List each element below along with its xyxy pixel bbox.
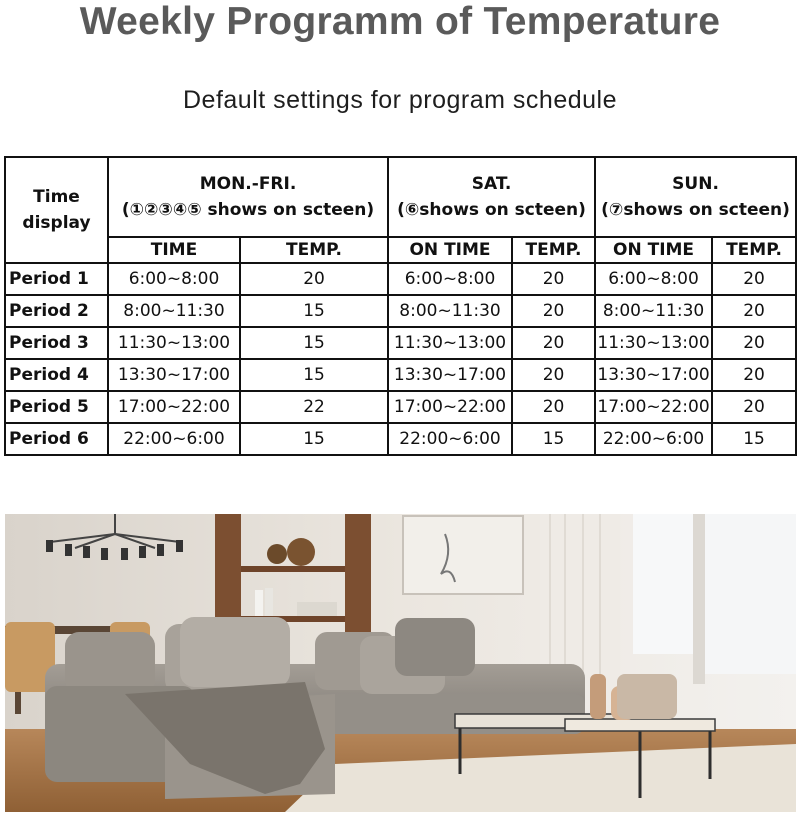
mon-fri-time-cell: 8:00~11:30 — [108, 295, 240, 327]
period-label: Period 3 — [5, 327, 108, 359]
time-display-label-line1: Time — [33, 187, 80, 207]
mon-fri-temp-cell: 15 — [240, 359, 388, 391]
period-label: Period 1 — [5, 263, 108, 295]
period-label: Period 5 — [5, 391, 108, 423]
sat-time-cell: 8:00~11:30 — [388, 295, 512, 327]
period-label: Period 4 — [5, 359, 108, 391]
sun-temp-cell: 20 — [712, 295, 796, 327]
sun-temp-cell: 15 — [712, 423, 796, 455]
column-header-time: ON TIME — [388, 237, 512, 263]
group-note: (⑦shows on scteen) — [601, 200, 790, 220]
living-room-photo — [5, 514, 796, 812]
mon-fri-temp-cell: 22 — [240, 391, 388, 423]
table-row — [5, 423, 796, 455]
sat-temp-cell: 15 — [512, 423, 595, 455]
table-row — [5, 295, 796, 327]
sat-time-cell: 17:00~22:00 — [388, 391, 512, 423]
sun-temp-cell: 20 — [712, 391, 796, 423]
mon-fri-temp-cell: 15 — [240, 327, 388, 359]
time-display-label-line2: display — [22, 213, 91, 233]
time-display-header — [5, 157, 108, 263]
sat-time-cell: 13:30~17:00 — [388, 359, 512, 391]
sun-temp-cell: 20 — [712, 359, 796, 391]
sun-time-cell: 13:30~17:00 — [595, 359, 712, 391]
column-header-time: TIME — [108, 237, 240, 263]
period-label: Period 2 — [5, 295, 108, 327]
sat-temp-cell: 20 — [512, 295, 595, 327]
mon-fri-time-cell: 13:30~17:00 — [108, 359, 240, 391]
group-note: (①②③④⑤ shows on scteen) — [121, 200, 375, 220]
column-header-temp: TEMP. — [712, 237, 796, 263]
table-row — [5, 263, 796, 295]
sun-time-cell: 22:00~6:00 — [595, 423, 712, 455]
sat-time-cell: 6:00~8:00 — [388, 263, 512, 295]
table-row — [5, 391, 796, 423]
sat-temp-cell: 20 — [512, 327, 595, 359]
sat-time-cell: 11:30~13:00 — [388, 327, 512, 359]
sat-temp-cell: 20 — [512, 391, 595, 423]
page-title: Weekly Programm of Temperature — [79, 0, 721, 43]
sun-time-cell: 11:30~13:00 — [595, 327, 712, 359]
sat-temp-cell: 20 — [512, 359, 595, 391]
mon-fri-time-cell: 17:00~22:00 — [108, 391, 240, 423]
sun-temp-cell: 20 — [712, 263, 796, 295]
sun-time-cell: 6:00~8:00 — [595, 263, 712, 295]
group-header-mon-fri — [108, 157, 388, 237]
table-row — [5, 327, 796, 359]
schedule-table — [4, 156, 797, 456]
mon-fri-time-cell: 6:00~8:00 — [108, 263, 240, 295]
group-name: MON.-FRI. — [199, 174, 297, 194]
mon-fri-temp-cell: 15 — [240, 423, 388, 455]
group-note: (⑥shows on scteen) — [397, 200, 586, 220]
group-name: SAT. — [471, 174, 512, 194]
column-header-time: ON TIME — [595, 237, 712, 263]
column-header-temp: TEMP. — [240, 237, 388, 263]
table-row — [5, 359, 796, 391]
group-name: SUN. — [672, 174, 719, 194]
group-header-sun — [595, 157, 796, 237]
column-header-temp: TEMP. — [512, 237, 595, 263]
sun-time-cell: 8:00~11:30 — [595, 295, 712, 327]
mon-fri-time-cell: 11:30~13:00 — [108, 327, 240, 359]
mon-fri-temp-cell: 20 — [240, 263, 388, 295]
group-header-sat — [388, 157, 595, 237]
sun-time-cell: 17:00~22:00 — [595, 391, 712, 423]
mon-fri-temp-cell: 15 — [240, 295, 388, 327]
sat-time-cell: 22:00~6:00 — [388, 423, 512, 455]
mon-fri-time-cell: 22:00~6:00 — [108, 423, 240, 455]
sat-temp-cell: 20 — [512, 263, 595, 295]
sun-temp-cell: 20 — [712, 327, 796, 359]
page-subtitle: Default settings for program schedule — [183, 86, 617, 114]
period-label: Period 6 — [5, 423, 108, 455]
